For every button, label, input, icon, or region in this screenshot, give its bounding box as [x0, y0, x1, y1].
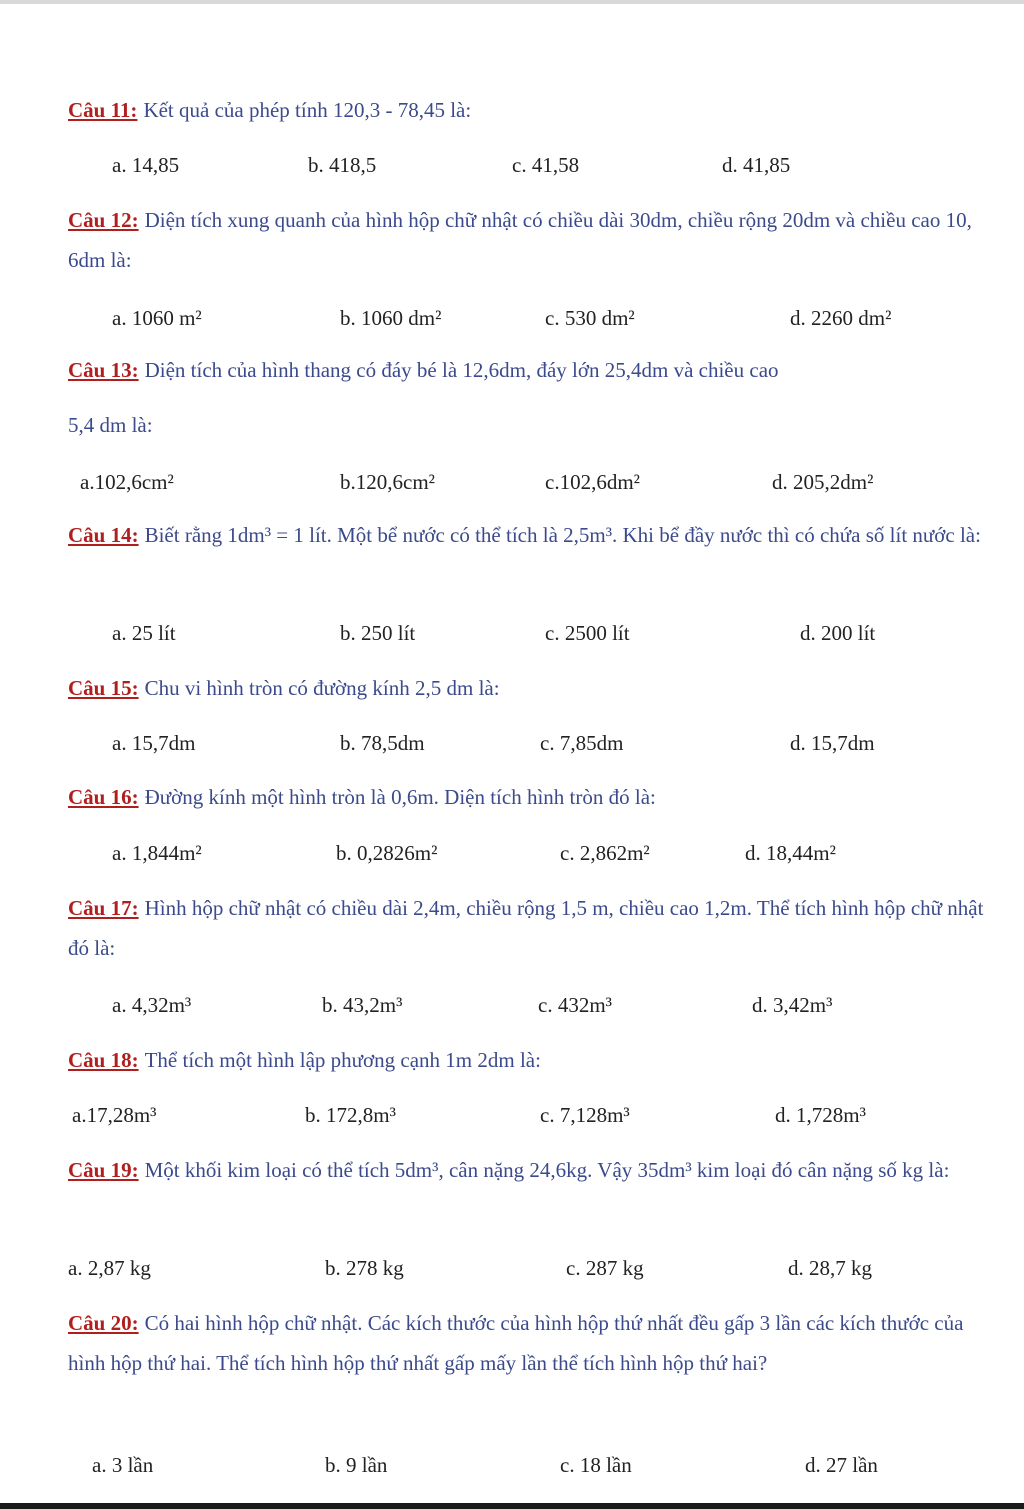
answers-20: [0, 1445, 1024, 1485]
question-text: Biết rằng 1dm³ = 1 lít. Một bể nước có thể tích là 2,5m³. Khi bể đầy nước thì có chứa số lít nước là:: [144, 523, 981, 547]
question-16: [68, 777, 993, 817]
question-label: Câu 17:: [68, 896, 139, 920]
answer-b[interactable]: b. 172,8m³: [305, 1103, 396, 1127]
answers-16: [0, 833, 1024, 873]
answer-d[interactable]: d. 3,42m³: [752, 993, 833, 1017]
question-13: [68, 350, 993, 390]
question-15: [68, 668, 993, 708]
answer-d[interactable]: d. 18,44m²: [745, 841, 836, 865]
question-label: Câu 19:: [68, 1158, 139, 1182]
answers-13: [0, 462, 1024, 502]
question-18: [68, 1040, 993, 1080]
answer-a[interactable]: a. 15,7dm: [112, 731, 196, 755]
answer-a[interactable]: a. 25 lít: [112, 621, 176, 645]
answers-17: [0, 985, 1024, 1025]
answer-a[interactable]: a. 1,844m²: [112, 841, 202, 865]
question-label: Câu 20:: [68, 1311, 139, 1335]
question-label: Câu 13:: [68, 358, 139, 382]
answer-a[interactable]: a.102,6cm²: [80, 470, 174, 494]
question-11: [68, 90, 993, 130]
answer-c[interactable]: c.102,6dm²: [545, 470, 640, 494]
answer-d[interactable]: d. 1,728m³: [775, 1103, 866, 1127]
question-19: [68, 1150, 993, 1190]
answers-15: [0, 723, 1024, 763]
answer-b[interactable]: b. 78,5dm: [340, 731, 425, 755]
answer-b[interactable]: b. 9 lần: [325, 1453, 388, 1477]
answer-c[interactable]: c. 7,85dm: [540, 731, 624, 755]
question-label: Câu 11:: [68, 98, 138, 122]
answer-a[interactable]: a. 2,87 kg: [68, 1256, 151, 1280]
answer-b[interactable]: b. 0,2826m²: [336, 841, 438, 865]
answer-d[interactable]: d. 15,7dm: [790, 731, 875, 755]
question-label: Câu 18:: [68, 1048, 139, 1072]
answer-b[interactable]: b. 278 kg: [325, 1256, 404, 1280]
answer-b[interactable]: b. 1060 dm²: [340, 306, 442, 330]
answer-a[interactable]: a. 1060 m²: [112, 306, 202, 330]
answers-14: [0, 613, 1024, 653]
question-label: Câu 12:: [68, 208, 139, 232]
answer-b[interactable]: b.120,6cm²: [340, 470, 435, 494]
answer-d[interactable]: d. 2260 dm²: [790, 306, 892, 330]
question-text: Có hai hình hộp chữ nhật. Các kích thước của hình hộp thứ nhất đều gấp 3 lần các kích thước của hình hộp thứ hai. Thể tích hình hộp thứ nhất gấp mấy lần thể tích hình hộp thứ hai?: [68, 1311, 964, 1375]
answer-a[interactable]: a. 3 lần: [92, 1453, 154, 1477]
bottom-border: [0, 1503, 1024, 1509]
answer-c[interactable]: c. 18 lần: [560, 1453, 632, 1477]
answer-c[interactable]: c. 2,862m²: [560, 841, 650, 865]
question-text: Diện tích của hình thang có đáy bé là 12,6dm, đáy lớn 25,4dm và chiều cao: [144, 358, 779, 382]
question-13-continued: [68, 405, 993, 445]
answer-c[interactable]: c. 432m³: [538, 993, 612, 1017]
question-20: [68, 1303, 993, 1383]
answer-d[interactable]: d. 200 lít: [800, 621, 876, 645]
question-12: [68, 200, 993, 280]
top-border: [0, 0, 1024, 4]
answer-b[interactable]: b. 43,2m³: [322, 993, 403, 1017]
question-text: Đường kính một hình tròn là 0,6m. Diện tích hình tròn đó là:: [144, 785, 656, 809]
question-label: Câu 14:: [68, 523, 139, 547]
answer-b[interactable]: b. 418,5: [308, 153, 377, 177]
question-14: [68, 515, 993, 555]
answer-c[interactable]: c. 2500 lít: [545, 621, 630, 645]
answer-c[interactable]: c. 530 dm²: [545, 306, 635, 330]
answer-d[interactable]: d. 205,2dm²: [772, 470, 874, 494]
answers-19: [0, 1248, 1024, 1288]
question-text-continued: 5,4 dm là:: [68, 413, 153, 437]
answer-a[interactable]: a. 4,32m³: [112, 993, 192, 1017]
question-text: Hình hộp chữ nhật có chiều dài 2,4m, chiều rộng 1,5 m, chiều cao 1,2m. Thể tích hình hộp chữ nhật đó là:: [68, 896, 984, 960]
question-17: [68, 888, 993, 968]
question-label: Câu 15:: [68, 676, 139, 700]
answers-12: [0, 298, 1024, 338]
answers-18: [0, 1095, 1024, 1135]
answer-d[interactable]: d. 41,85: [722, 153, 791, 177]
question-text: Thể tích một hình lập phương cạnh 1m 2dm là:: [144, 1048, 541, 1072]
answer-d[interactable]: d. 28,7 kg: [788, 1256, 872, 1280]
question-text: Chu vi hình tròn có đường kính 2,5 dm là:: [144, 676, 500, 700]
question-text: Kết quả của phép tính 120,3 - 78,45 là:: [143, 98, 472, 122]
answer-d[interactable]: d. 27 lần: [805, 1453, 878, 1477]
answer-a[interactable]: a.17,28m³: [72, 1103, 157, 1127]
question-label: Câu 16:: [68, 785, 139, 809]
answers-11: [0, 145, 1024, 185]
answer-b[interactable]: b. 250 lít: [340, 621, 416, 645]
question-text: Một khối kim loại có thể tích 5dm³, cân nặng 24,6kg. Vậy 35dm³ kim loại đó cân nặng số kg là:: [144, 1158, 950, 1182]
question-text: Diện tích xung quanh của hình hộp chữ nhật có chiều dài 30dm, chiều rộng 20dm và chiều cao 10, 6dm là:: [68, 208, 972, 272]
answer-a[interactable]: a. 14,85: [112, 153, 180, 177]
answer-c[interactable]: c. 7,128m³: [540, 1103, 630, 1127]
answer-c[interactable]: c. 287 kg: [566, 1256, 644, 1280]
answer-c[interactable]: c. 41,58: [512, 153, 580, 177]
